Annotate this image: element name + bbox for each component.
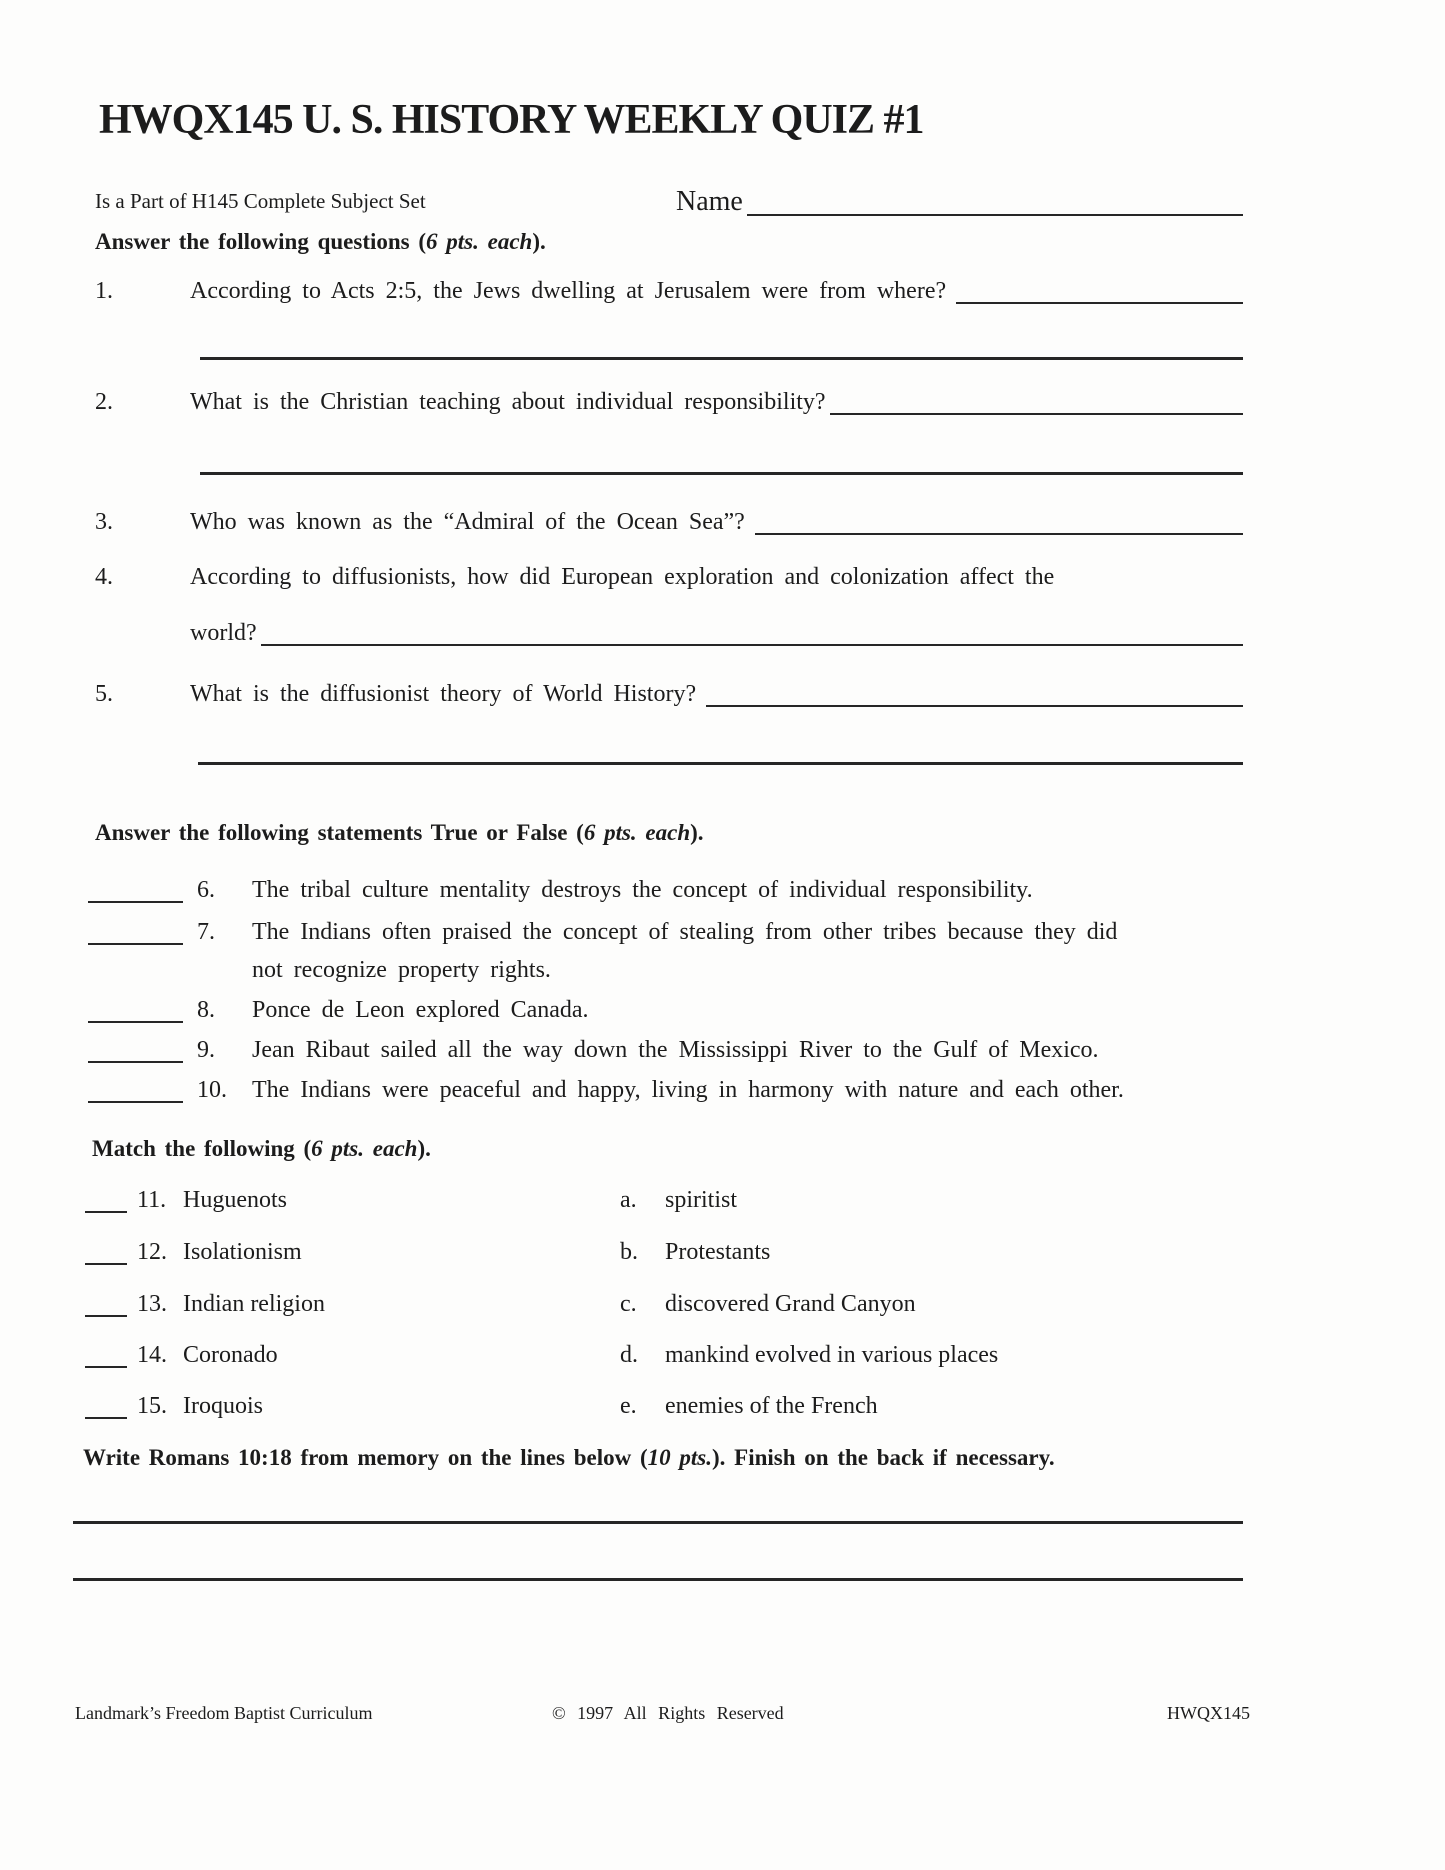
match-item-11 bbox=[85, 1186, 287, 1215]
match-text: Protestants bbox=[665, 1239, 771, 1265]
question-row-4-cont bbox=[95, 619, 1243, 648]
statement-number: 8. bbox=[197, 997, 215, 1023]
truefalse-blank bbox=[88, 943, 183, 945]
match-text: discovered Grand Canyon bbox=[665, 1291, 916, 1317]
heading-suffix: ). bbox=[532, 229, 546, 254]
answer-line bbox=[200, 357, 1243, 360]
match-item-13 bbox=[85, 1290, 325, 1319]
statement-text-continuation: not recognize property rights. bbox=[252, 957, 551, 983]
answer-blank-inline bbox=[706, 705, 1243, 707]
answer-blank-inline bbox=[830, 413, 1243, 415]
match-option-d bbox=[620, 1341, 998, 1370]
match-option-b bbox=[620, 1238, 770, 1267]
name-blank-line bbox=[747, 214, 1243, 216]
section-heading-write-verse bbox=[83, 1443, 1055, 1472]
match-blank bbox=[85, 1315, 127, 1317]
question-number: 3. bbox=[95, 509, 113, 535]
match-blank bbox=[85, 1211, 127, 1213]
match-option-c bbox=[620, 1290, 916, 1319]
answer-blank-inline bbox=[956, 302, 1243, 304]
statement-text: Ponce de Leon explored Canada. bbox=[252, 997, 589, 1023]
match-number: 12. bbox=[137, 1239, 167, 1265]
heading-text: Answer the following questions ( bbox=[95, 229, 427, 254]
heading-points: 6 pts. each bbox=[311, 1136, 418, 1161]
name-field-row bbox=[676, 186, 1243, 218]
statement-row-6 bbox=[88, 876, 1240, 905]
question-row-1 bbox=[95, 277, 1243, 306]
truefalse-blank bbox=[88, 1061, 183, 1063]
question-number: 1. bbox=[95, 278, 113, 304]
heading-points: 10 pts. bbox=[647, 1445, 713, 1470]
statement-number: 7. bbox=[197, 919, 215, 945]
section-heading-questions bbox=[95, 227, 546, 256]
footer-copyright: © 1997 All Rights Reserved bbox=[552, 1703, 784, 1723]
statement-row-8 bbox=[88, 996, 1240, 1025]
statement-number: 9. bbox=[197, 1037, 215, 1063]
match-option-e bbox=[620, 1392, 878, 1421]
statement-text: The tribal culture mentality destroys the concept of individual responsibility. bbox=[252, 877, 1033, 903]
match-label: Coronado bbox=[183, 1342, 278, 1368]
match-text: spiritist bbox=[665, 1187, 738, 1213]
question-number: 4. bbox=[95, 564, 113, 590]
match-number: 11. bbox=[137, 1187, 167, 1213]
match-number: 15. bbox=[137, 1393, 167, 1419]
match-text: mankind evolved in various places bbox=[665, 1342, 999, 1368]
question-text: What is the Christian teaching about individual responsibility? bbox=[190, 389, 826, 415]
page-title: HWQX145 U. S. HISTORY WEEKLY QUIZ #1 bbox=[99, 97, 924, 143]
answer-blank-inline bbox=[261, 644, 1243, 646]
heading-suffix: ). bbox=[417, 1136, 431, 1161]
heading-points: 6 pts. each bbox=[426, 229, 533, 254]
heading-text: Write Romans 10:18 from memory on the lines below ( bbox=[83, 1445, 648, 1470]
match-blank bbox=[85, 1417, 127, 1419]
match-letter: b. bbox=[620, 1239, 638, 1265]
question-text: Who was known as the “Admiral of the Ocean Sea”? bbox=[190, 509, 745, 535]
subtitle: Is a Part of H145 Complete Subject Set bbox=[95, 189, 426, 213]
answer-line bbox=[200, 472, 1243, 475]
question-row-5 bbox=[95, 680, 1243, 709]
match-label: Huguenots bbox=[183, 1187, 287, 1213]
match-blank bbox=[85, 1263, 127, 1265]
match-letter: e. bbox=[620, 1393, 637, 1419]
question-number: 5. bbox=[95, 681, 113, 707]
match-letter: d. bbox=[620, 1342, 638, 1368]
write-line bbox=[73, 1521, 1243, 1524]
heading-points: 6 pts. each bbox=[583, 820, 691, 845]
match-item-14 bbox=[85, 1341, 278, 1370]
question-text: According to diffusionists, how did European exploration and colonization affect the bbox=[190, 564, 1055, 590]
question-text: According to Acts 2:5, the Jews dwelling at Jerusalem were from where? bbox=[190, 278, 947, 304]
match-label: Isolationism bbox=[183, 1239, 302, 1265]
match-item-12 bbox=[85, 1238, 302, 1267]
write-line bbox=[73, 1578, 1243, 1581]
name-label: Name bbox=[676, 186, 743, 217]
heading-text: Answer the following statements True or False ( bbox=[95, 820, 584, 845]
question-number: 2. bbox=[95, 389, 113, 415]
statement-row-10 bbox=[88, 1076, 1240, 1105]
match-label: Indian religion bbox=[183, 1291, 325, 1317]
question-row-3 bbox=[95, 508, 1243, 537]
truefalse-blank bbox=[88, 1021, 183, 1023]
heading-suffix: ). bbox=[690, 820, 704, 845]
question-row-4 bbox=[95, 563, 1243, 592]
match-option-a bbox=[620, 1186, 737, 1215]
statement-text: The Indians were peaceful and happy, living in harmony with nature and each other. bbox=[252, 1077, 1124, 1103]
section-heading-truefalse bbox=[95, 818, 704, 847]
answer-line bbox=[198, 762, 1243, 765]
statement-row-9 bbox=[88, 1036, 1240, 1065]
heading-suffix: ). Finish on the back if necessary. bbox=[712, 1445, 1055, 1470]
match-text: enemies of the French bbox=[665, 1393, 878, 1419]
heading-text: Match the following ( bbox=[92, 1136, 312, 1161]
match-label: Iroquois bbox=[183, 1393, 263, 1419]
statement-number: 10. bbox=[197, 1077, 227, 1103]
question-text-continuation: world? bbox=[190, 620, 257, 646]
truefalse-blank bbox=[88, 1101, 183, 1103]
question-row-2 bbox=[95, 388, 1243, 417]
truefalse-blank bbox=[88, 901, 183, 903]
footer-publisher: Landmark’s Freedom Baptist Curriculum bbox=[75, 1703, 373, 1723]
answer-blank-inline bbox=[755, 533, 1243, 535]
statement-text: The Indians often praised the concept of stealing from other tribes because they did bbox=[252, 919, 1118, 945]
question-text: What is the diffusionist theory of World History? bbox=[190, 681, 697, 707]
match-letter: a. bbox=[620, 1187, 637, 1213]
statement-text: Jean Ribaut sailed all the way down the Mississippi River to the Gulf of Mexico. bbox=[252, 1037, 1099, 1063]
match-item-15 bbox=[85, 1392, 263, 1421]
match-letter: c. bbox=[620, 1291, 637, 1317]
statement-number: 6. bbox=[197, 877, 215, 903]
match-number: 14. bbox=[137, 1342, 167, 1368]
statement-row-7 bbox=[88, 918, 1240, 947]
footer-code: HWQX145 bbox=[1167, 1703, 1250, 1723]
match-number: 13. bbox=[137, 1291, 167, 1317]
section-heading-match bbox=[92, 1134, 431, 1163]
match-blank bbox=[85, 1366, 127, 1368]
